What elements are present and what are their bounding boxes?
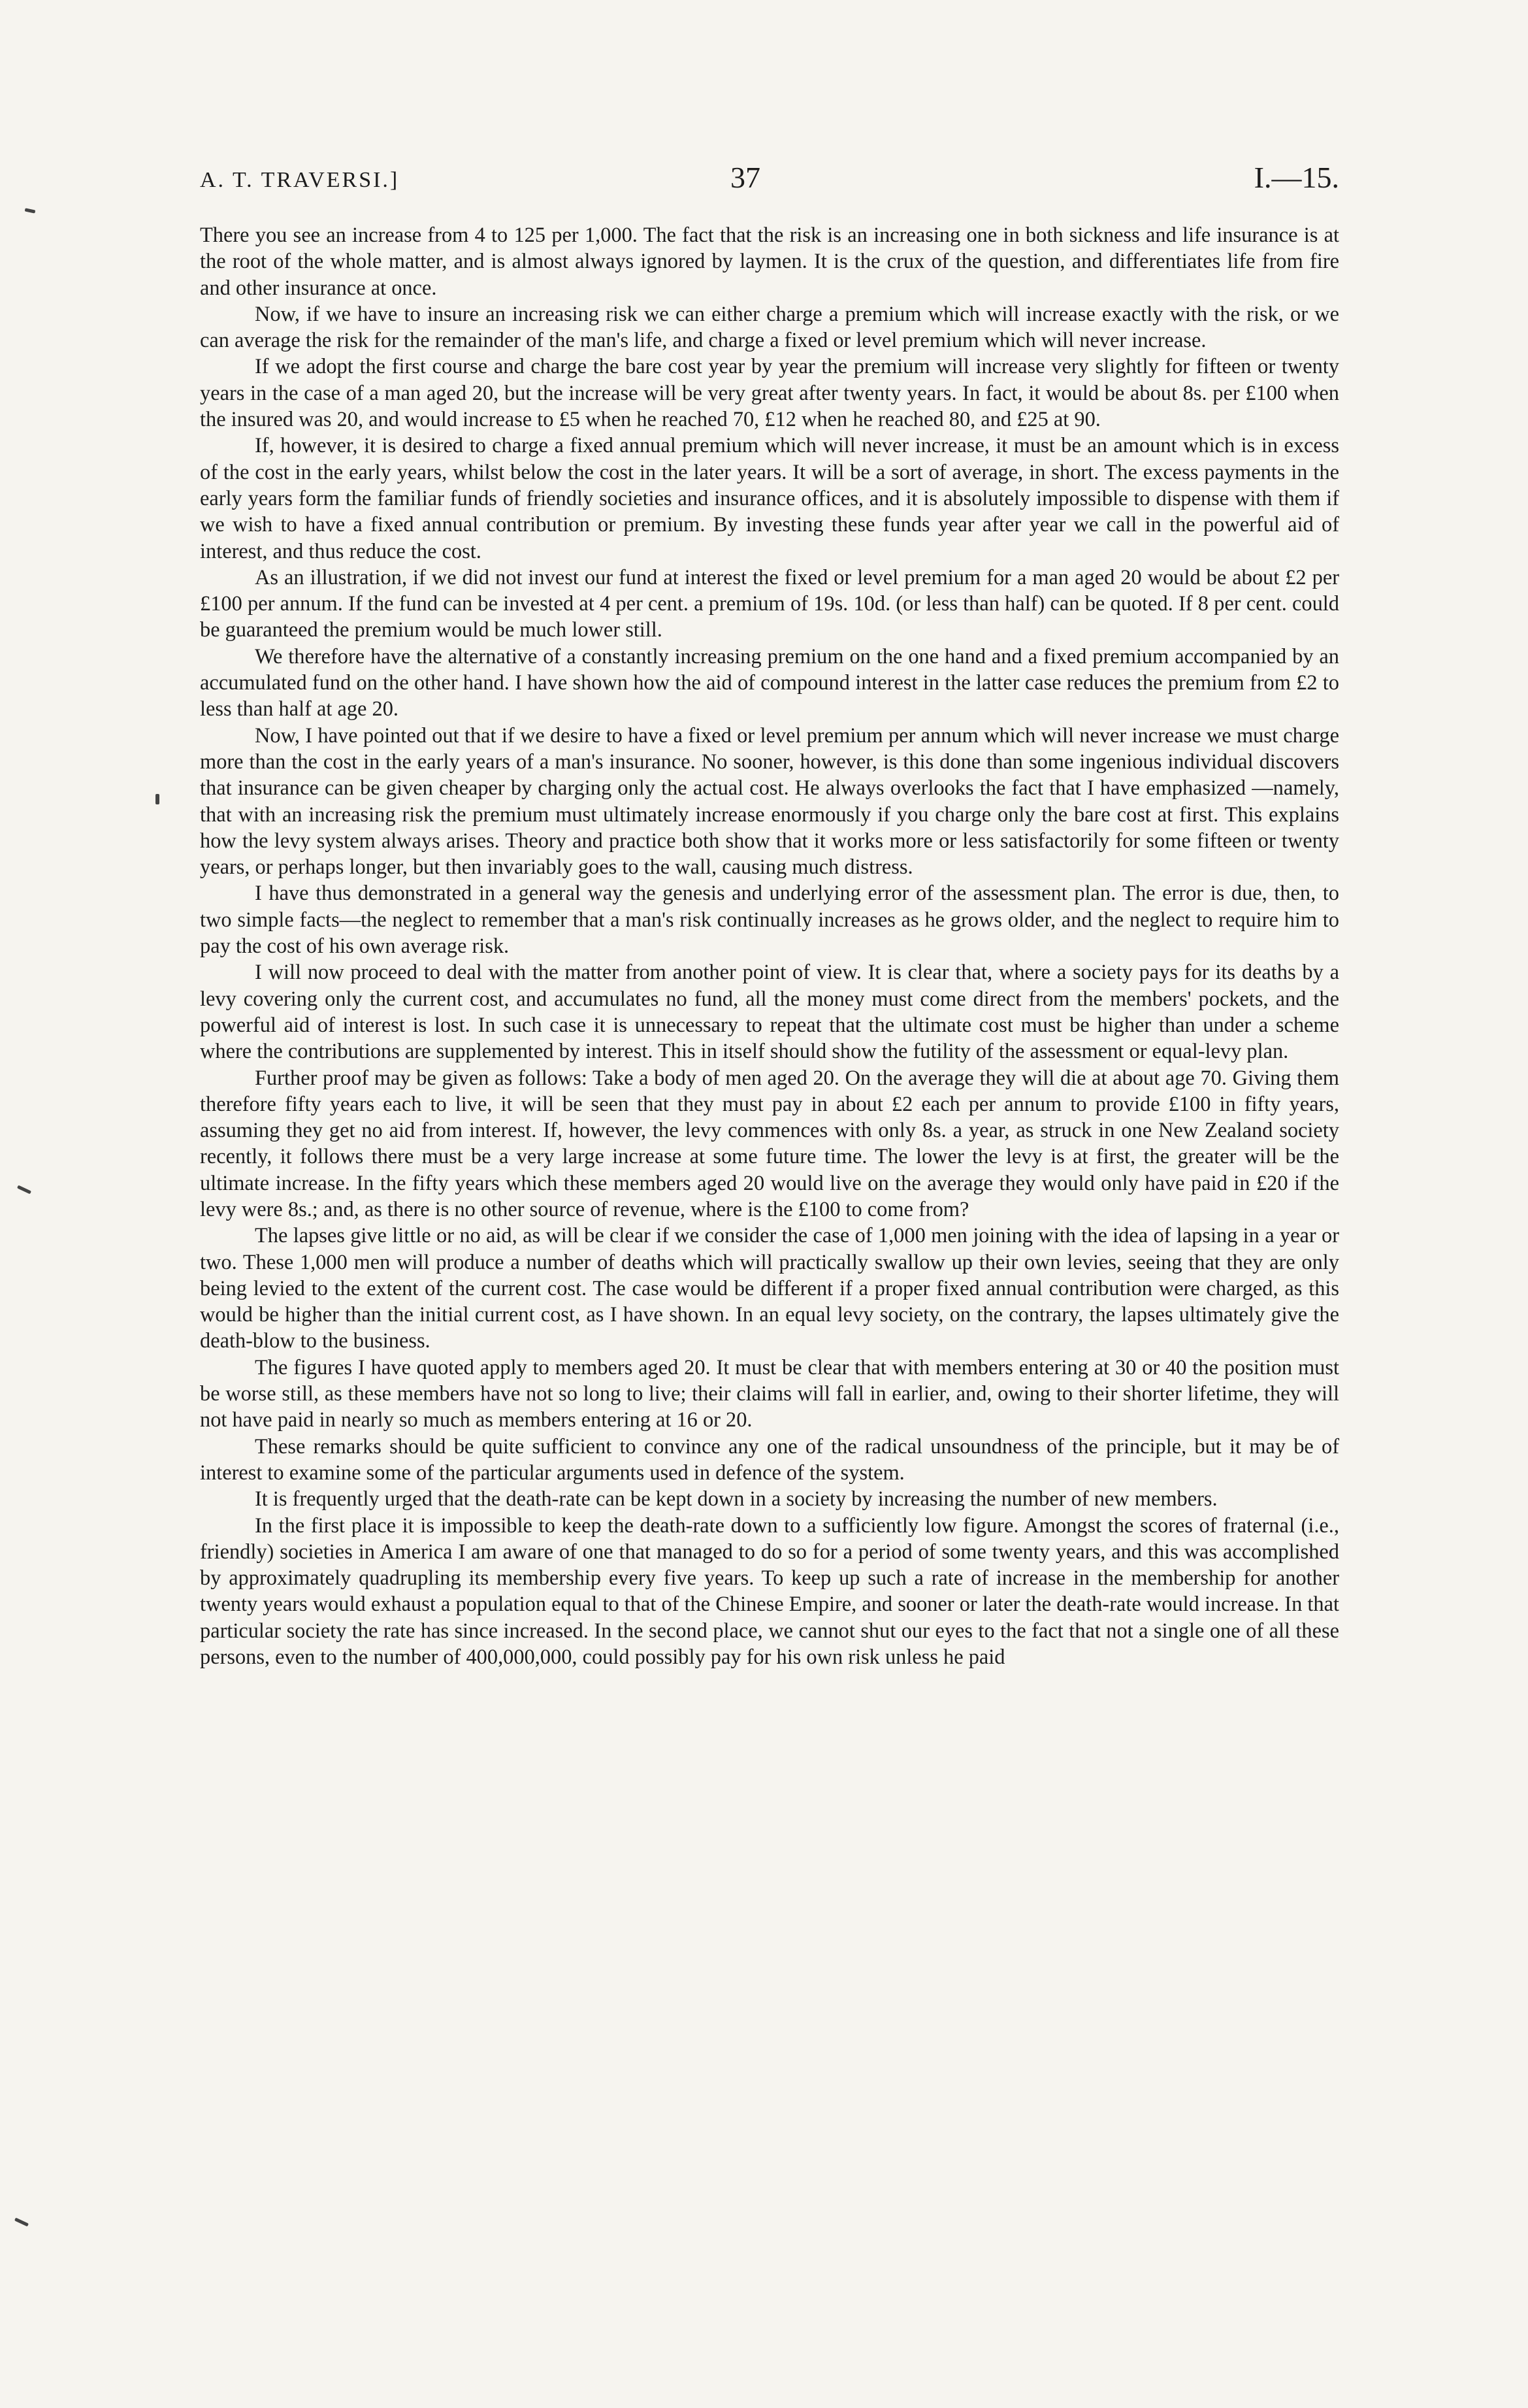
- page-number: 37: [730, 161, 760, 194]
- margin-mark: [25, 208, 36, 213]
- paragraph: I have thus demonstrated in a general way the genesis and underlying error of the assessment plan. The error is due, then, to two simple facts—the neglect to remember that a man's risk continually increases as he grows older, and the neglect to require him to pay the cost of his own average risk.: [200, 882, 1339, 959]
- paragraph: In the first place it is impossible to keep the death-rate down to a sufficiently low figure. Amongst the scores of fraternal (i.e., friendly) societies in America I am aware of one that managed to do so for a period of some twenty years, and this was accomplished by approximately quadrupling its membership every five years. To keep up such a rate of increase in the membership for another twenty years would exhaust a population equal to that of the Chinese Empire, and sooner or later the death-rate would increase. In that particular society the rate has since increased. In the second place, we cannot shut our eyes to the fact that not a single one of all these persons, even to the number of 400,000,000, could possibly pay for his own risk unless he paid: [200, 1513, 1339, 1670]
- paragraph: We therefore have the alternative of a constantly increasing premium on the one hand and a fixed premium accompanied by an accumulated fund on the other hand. I have shown how the aid of compound interest in the latter case reduces the premium from £2 to less than half at age 20.: [200, 644, 1339, 721]
- paragraph: As an illustration, if we did not invest our fund at interest the fixed or level premium for a man aged 20 would be about £2 per £100 per annum. If the fund can be invested at 4 per cent. a premium of 19s. 10d. (or less than half) can be quoted. If 8 per cent. could be guaranteed the premium would be much lower still.: [200, 565, 1339, 642]
- margin-mark: [155, 794, 159, 804]
- paragraph: Further proof may be given as follows: Take a body of men aged 20. On the average they will die at about age 70. Giving them therefore fifty years each to live, it will be seen that they must pay in about £2 each per annum to provide £100 in fifty years, assuming they get no aid from interest. If, however, the levy commences with only 8s. a year, as struck in one New Zealand society recently, it follows there must be a very large increase at some future time. The lower the levy is at first, the greater will be the ultimate increase. In the fifty years which these members aged 20 would live on the average they would only have paid in £20 if the levy were 8s.; and, as there is no other source of revenue, where is the £100 to come from?: [200, 1066, 1339, 1221]
- document-reference: I.—15.: [1254, 161, 1339, 194]
- paragraph: If we adopt the first course and charge the bare cost year by year the premium will increase very slightly for fifteen or twenty years in the case of a man aged 20, but the increase will be very great after twenty years. In fact, it would be about 8s. per £100 when the insured was 20, and would increase to £5 when he reached 70, £12 when he reached 80, and £25 at 90.: [200, 355, 1339, 432]
- paragraph: The figures I have quoted apply to members aged 20. It must be clear that with members entering at 30 or 40 the position must be worse still, as these members have not so long to live; their claims will fall in earlier, and, owing to their shorter lifetime, they will not have paid in nearly so much as members entering at 16 or 20.: [200, 1355, 1339, 1432]
- paragraph: These remarks should be quite sufficient to convince any one of the radical unsoundness of the principle, but it may be of interest to examine some of the particular arguments used in defence of the system.: [200, 1434, 1339, 1485]
- author-header: A. T. TRAVERSI.]: [200, 168, 400, 192]
- article-body: [200, 222, 1339, 1670]
- paragraph: Now, I have pointed out that if we desire to have a fixed or level premium per annum which will never increase we must charge more than the cost in the early years of a man's insurance. No sooner, however, is this done than some ingenious individual discovers that insurance can be given cheaper by charging only the actual cost. He always overlooks the fact that I have emphasized —namely, that with an increasing risk the premium must ultimately increase enormously if you charge only the bare cost at first. This explains how the levy system always arises. Theory and practice both show that it works more or less satisfactorily for some fifteen or twenty years, or perhaps longer, but then invariably goes to the wall, causing much distress.: [200, 723, 1339, 880]
- paragraph: If, however, it is desired to charge a fixed annual premium which will never increase, it must be an amount which is in excess of the cost in the early years, whilst below the cost in the later years. It will be a sort of average, in short. The excess payments in the early years form the familiar funds of friendly societies and insurance offices, and it is absolutely impossible to dispense with them if we wish to have a fixed annual contribution or premium. By investing these funds year after year we call in the powerful aid of interest, and thus reduce the cost.: [200, 434, 1339, 563]
- paragraph: It is frequently urged that the death-rate can be kept down in a society by increasing the number of new members.: [255, 1487, 1218, 1511]
- paragraph: There you see an increase from 4 to 125 per 1,000. The fact that the risk is an increasing one in both sickness and life insurance is at the root of the whole matter, and is almost always ignored by laymen. It is the crux of the question, and differentiates life from fire and other insurance at once.: [200, 223, 1339, 300]
- margin-mark: [14, 2218, 29, 2227]
- paragraph: Now, if we have to insure an increasing risk we can either charge a premium which will increase exactly with the risk, or we can average the risk for the remainder of the man's life, and charge a fixed or level premium which will never increase.: [200, 302, 1339, 353]
- paragraph: I will now proceed to deal with the matter from another point of view. It is clear that, where a society pays for its deaths by a levy covering only the current cost, and accumulates no fund, all the money must come direct from the members' pockets, and the powerful aid of interest is lost. In such case it is unnecessary to repeat that the ultimate cost must be higher than under a scheme where the contributions are supplemented by interest. This in itself should show the futility of the assessment or equal-levy plan.: [200, 961, 1339, 1064]
- paragraph: The lapses give little or no aid, as will be clear if we consider the case of 1,000 men joining with the idea of lapsing in a year or two. These 1,000 men will produce a number of deaths which will practically swallow up their own levies, seeing that they are only being levied to the extent of the current cost. The case would be different if a proper fixed annual contribution were charged, as this would be higher than the initial current cost, as I have shown. In an equal levy society, on the contrary, the lapses ultimately give the death-blow to the business.: [200, 1224, 1339, 1353]
- margin-mark: [17, 1185, 31, 1195]
- page-header: [200, 160, 1339, 199]
